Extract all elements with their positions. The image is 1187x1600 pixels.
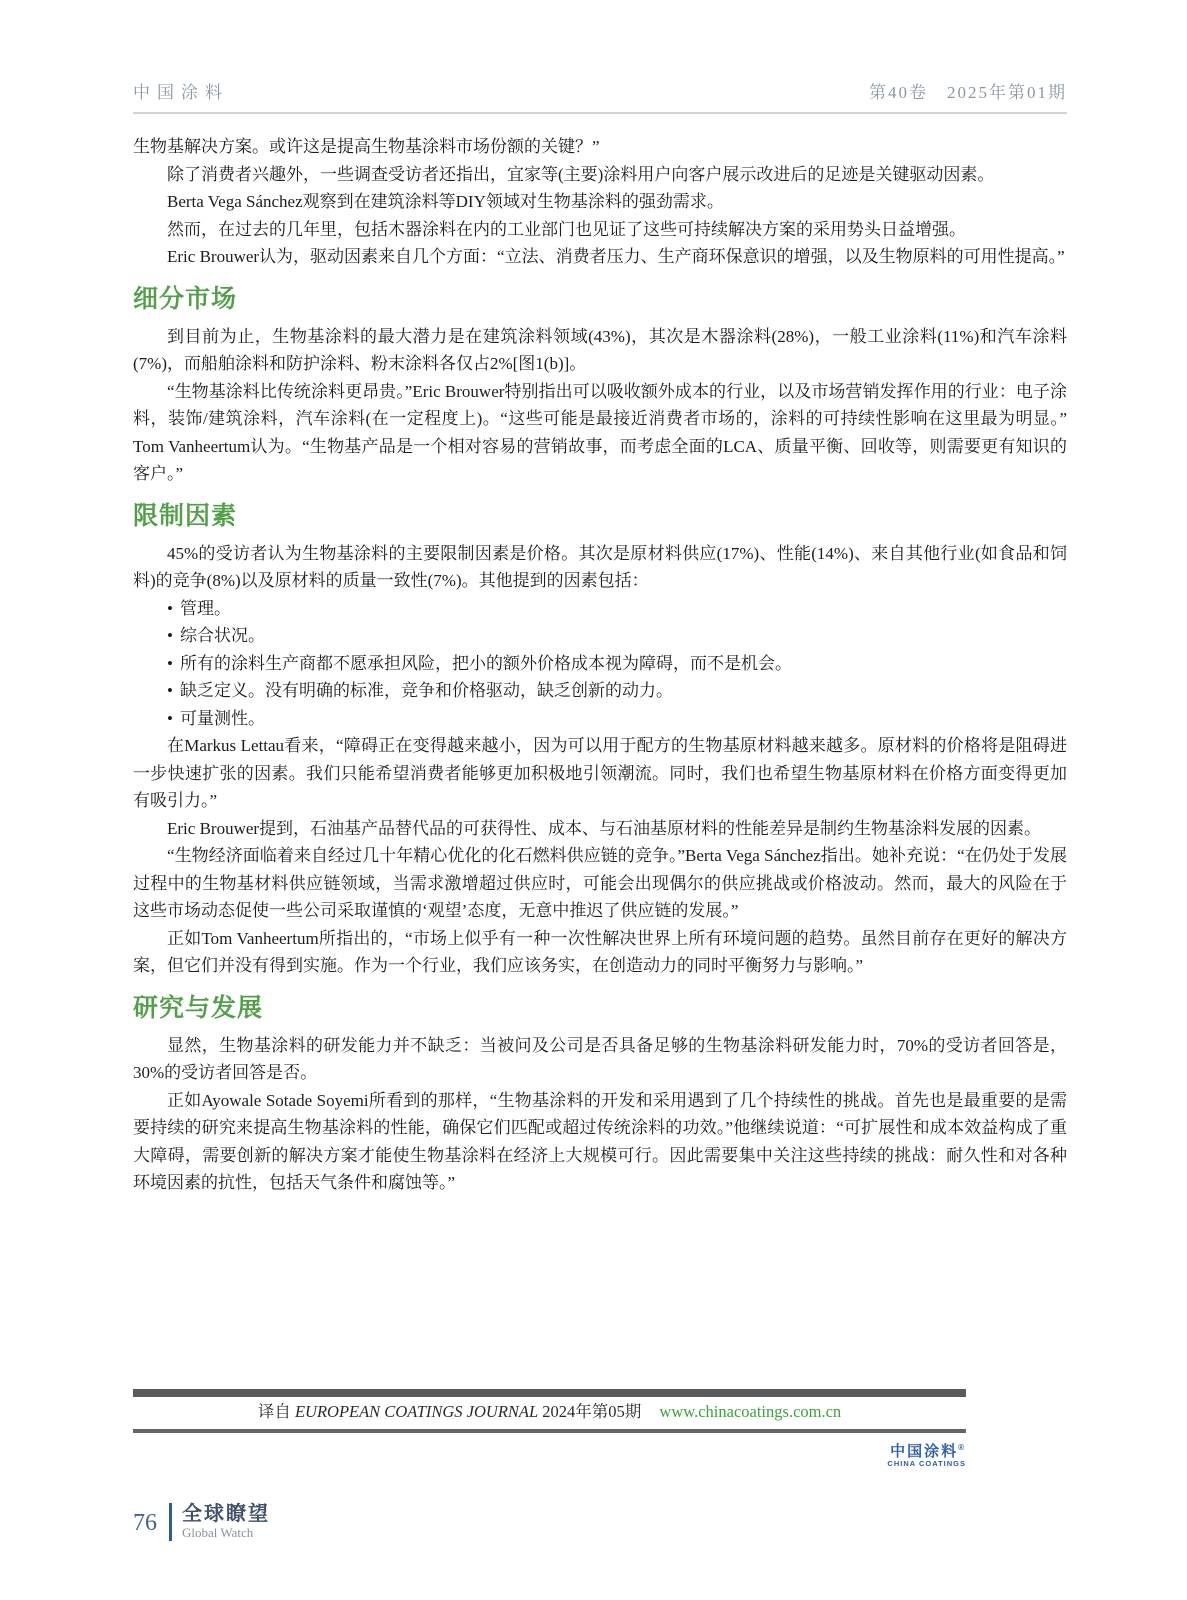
paragraph: Berta Vega Sánchez观察到在建筑涂料等DIY领域对生物基涂料的强劲需求。 — [167, 192, 724, 211]
paragraph: 到目前为止，生物基涂料的最大潜力是在建筑涂料领域(43%)，其次是木器涂料(28%)，一般工业涂料(11%)和汽车涂料(7%)，而船舶涂料和防护涂料、粉末涂料各仅占2%[图1(b)]。 — [133, 326, 1067, 373]
source-issue: 2024年第05期 — [542, 1402, 642, 1421]
list-item — [167, 622, 1067, 650]
bullet-icon: • — [167, 708, 173, 728]
folio-divider — [169, 1503, 172, 1541]
paragraph: “生物经济面临着来自经过几十年精心优化的化石燃料供应链的竞争。”Berta Vega Sánchez指出。她补充说：“在仍处于发展过程中的生物基材料供应链领域，当需求激增超过供应时，可能会出现偶尔的供应挑战或价格波动。然而，最大的风险在于这些市场动态促使一些公司采取谨慎的‘观望’态度，无意中推迟了供应链的发展。” — [133, 846, 1067, 920]
source-prefix: 译自 — [257, 1402, 291, 1421]
limits-bullet-list — [133, 595, 1067, 733]
bullet-text: 缺乏定义。没有明确的标准，竞争和价格驱动，缺乏创新的动力。 — [179, 681, 673, 700]
bullet-text: 可量测性。 — [179, 708, 265, 728]
section-title-limits: 限制因素 — [133, 501, 238, 530]
china-coatings-logo — [133, 1440, 966, 1469]
column-title-en: Global Watch — [182, 1525, 254, 1540]
column-title-cn: 全球瞭望 — [182, 1503, 270, 1525]
folio — [133, 1503, 270, 1541]
bullet-icon: • — [167, 653, 173, 673]
bullet-text: 综合状况。 — [179, 626, 265, 645]
website-link[interactable]: www.chinacoatings.com.cn — [659, 1402, 842, 1421]
bullet-text: 所有的涂料生产商都不愿承担风险，把小的额外价格成本视为障碍，而不是机会。 — [179, 653, 792, 673]
paragraph: Eric Brouwer认为，驱动因素来自几个方面：“立法、消费者压力、生产商环保意识的增强，以及生物原料的可用性提高。” — [167, 247, 1065, 266]
registered-mark-icon: ® — [958, 1443, 966, 1452]
paragraph: “生物基涂料比传统涂料更昂贵。”Eric Brouwer特别指出可以吸收额外成本的行业，以及市场营销发挥作用的行业：电子涂料，装饰/建筑涂料，汽车涂料(在一定程度上)。“这些可能是最接近消费者市场的，涂料的可持续性影响在这里最为明显。”Tom Vanheertum认为。“生物基产品是一个相对容易的营销故事，而考虑全面的LCA、质量平衡、回收等，则需要更有知识的客户。” — [133, 381, 1067, 483]
logo-en-text: CHINA COATINGS — [887, 1459, 966, 1468]
footer-rule-thin — [133, 1429, 966, 1433]
bullet-icon: • — [167, 626, 173, 645]
footer-rule-thick — [133, 1389, 966, 1397]
source-journal: EUROPEAN COATINGS JOURNAL — [294, 1402, 539, 1421]
source-footer — [133, 1389, 966, 1469]
paragraph: 正如Ayowale Sotade Soyemi所看到的那样，“生物基涂料的开发和采用遇到了几个持续性的挑战。首先也是最重要的是需要持续的研究来提高生物基涂料的性能，确保它们匹配或超过传统涂料的功效。”他继续说道：“可扩展性和成本效益构成了重大障碍，需要创新的解决方案才能使生物基涂料在经济上大规模可行。因此需要集中关注这些持续的挑战：耐久性和对各种环境因素的抗性，包括天气条件和腐蚀等。” — [133, 1090, 1067, 1192]
source-line — [133, 1399, 966, 1425]
volume-issue: 第40卷 2025年第01期 — [869, 83, 1067, 102]
paragraph: 45%的受访者认为生物基涂料的主要限制因素是价格。其次是原材料供应(17%)、性能(14%)、来自其他行业(如食品和饲料)的竞争(8%)以及原材料的质量一致性(7%)。其他提到的因素包括： — [133, 543, 1067, 590]
section-title-rnd: 研究与发展 — [133, 993, 264, 1022]
page-number: 76 — [133, 1510, 157, 1536]
list-item — [167, 705, 1067, 733]
list-item — [167, 677, 1067, 705]
paragraph: Eric Brouwer提到，石油基产品替代品的可获得性、成本、与石油基原材料的性能差异是制约生物基涂料发展的因素。 — [167, 818, 1042, 838]
paragraph: 然而，在过去的几年里，包括木器涂料在内的工业部门也见证了这些可持续解决方案的采用势头日益增强。 — [167, 219, 966, 239]
bullet-icon: • — [167, 681, 173, 700]
paragraph: 生物基解决方案。或许这是提高生物基涂料市场份额的关键？” — [133, 137, 600, 156]
logo-cn-text: 中国涂料® — [890, 1443, 966, 1460]
bullet-text: 管理。 — [179, 598, 231, 618]
paragraph: 显然，生物基涂料的研发能力并不缺乏：当被问及公司是否具备足够的生物基涂料研发能力时，70%的受访者回答是，30%的受访者回答是否。 — [133, 1035, 1067, 1082]
paragraph: 除了消费者兴趣外，一些调查受访者还指出，宜家等(主要)涂料用户向客户展示改进后的足迹是关键驱动因素。 — [167, 164, 995, 184]
list-item — [167, 595, 1067, 623]
article-body — [133, 133, 1067, 1197]
list-item — [167, 650, 1067, 678]
running-head — [133, 78, 1067, 114]
paragraph: 正如Tom Vanheertum所指出的，“市场上似乎有一种一次性解决世界上所有环境问题的趋势。虽然目前存在更好的解决方案，但它们并没有得到实施。作为一个行业，我们应该务实，在创造动力的同时平衡努力与影响。” — [133, 928, 1067, 975]
journal-name: 中国涂料 — [133, 83, 229, 102]
bullet-icon: • — [167, 598, 173, 618]
section-title-market: 细分市场 — [133, 284, 238, 313]
paragraph: 在Markus Lettau看来，“障碍正在变得越来越小，因为可以用于配方的生物基原材料越来越多。原材料的价格将是阻碍进一步快速扩张的因素。我们只能希望消费者能够更加积极地引领潮流。同时，我们也希望生物基原材料在价格方面变得更加有吸引力。” — [133, 736, 1067, 810]
